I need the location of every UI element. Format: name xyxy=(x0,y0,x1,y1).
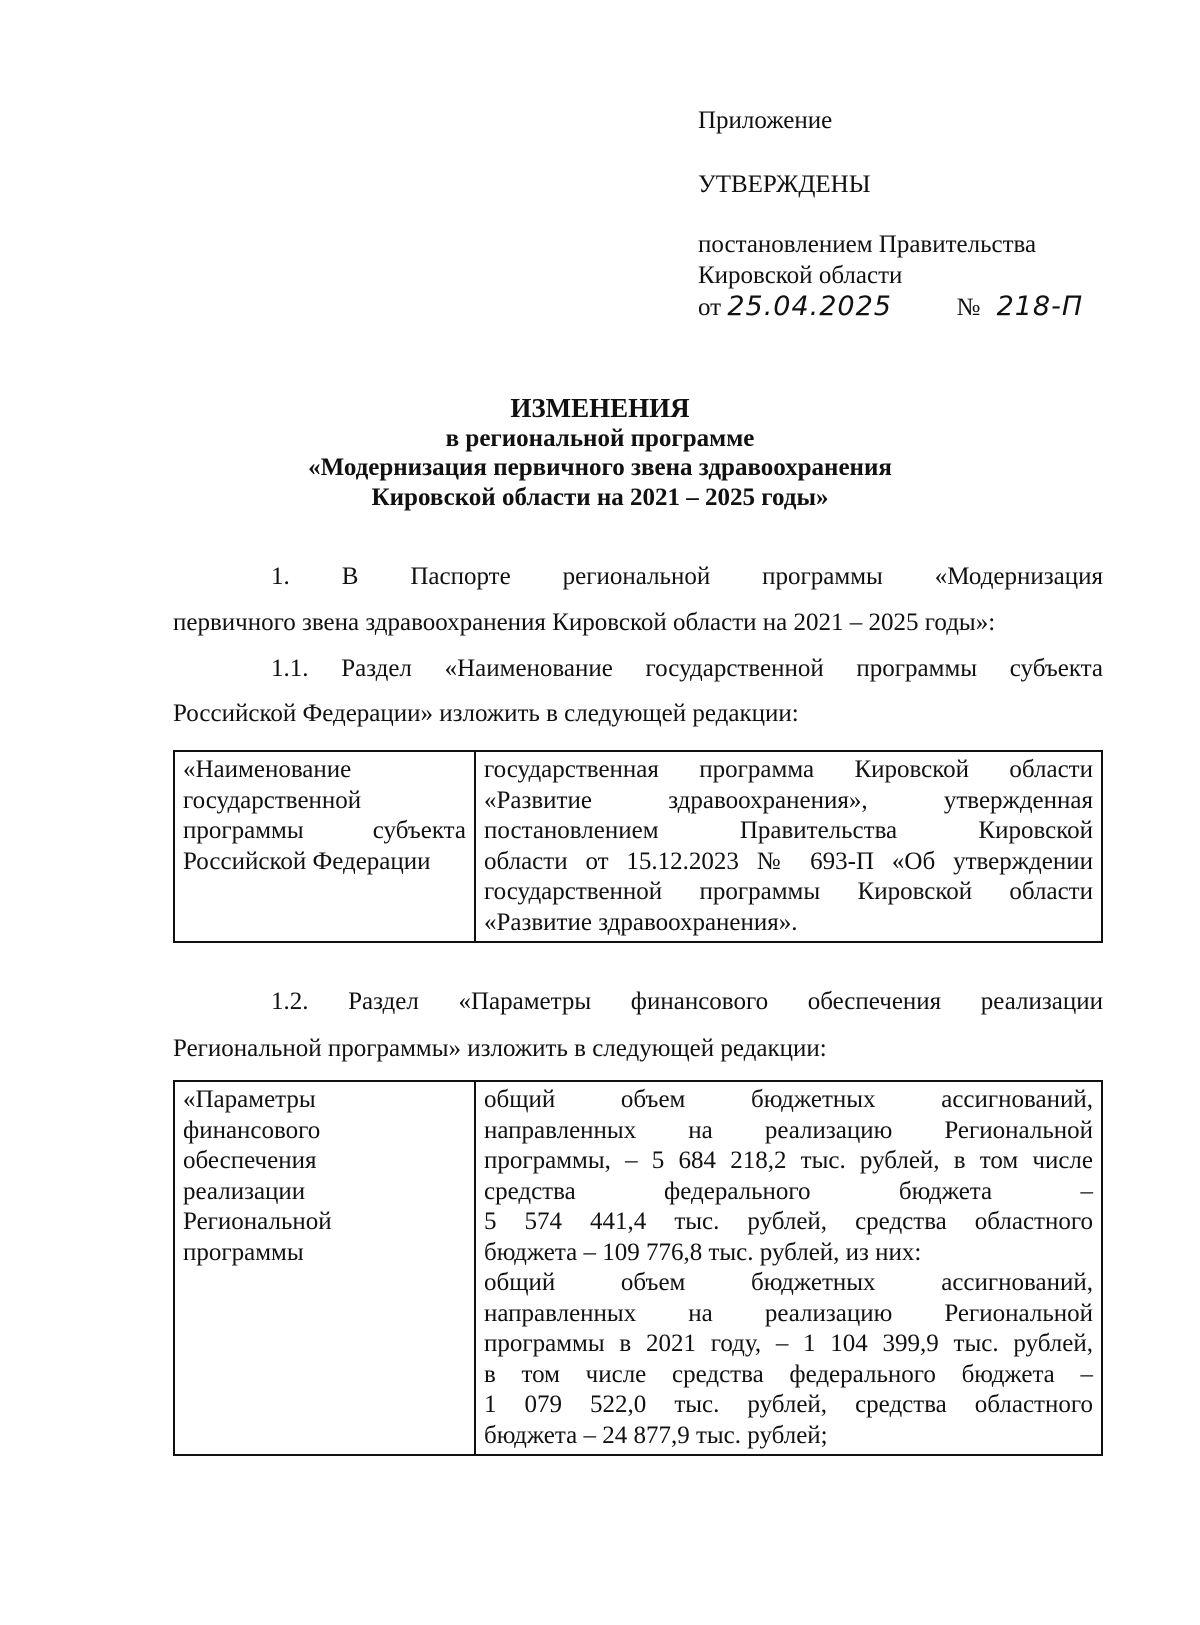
section-1-2-line-2: Региональной программы» изложить в следующей редакции: xyxy=(173,1035,827,1062)
financing-label-cell: «Параметры финансового обеспечения реализации Региональной программы xyxy=(174,1081,475,1455)
decree-reference xyxy=(698,229,1083,323)
handwritten-number: 218-П xyxy=(996,291,1084,322)
appendix-label: Приложение xyxy=(698,107,833,134)
section-1-1-line-2: Российской Федерации» изложить в следующей редакции: xyxy=(173,700,799,727)
program-name-value-cell: государственная программа Кировской области «Развитие здравоохранения», утвержденная постановлением Правительства Кировской области от 15.12.2023 № 693-П «Об утверждении государственной программы Кировской области «Развитие здравоохранения». xyxy=(475,751,1102,942)
financing-table xyxy=(173,1080,1103,1456)
title-line-2: в региональной программе xyxy=(445,424,755,452)
section-1-line-2: первичного звена здравоохранения Кировской области на 2021 – 2025 годы»: xyxy=(173,609,996,636)
title-line-4: Кировской области на 2021 – 2025 годы» xyxy=(371,483,829,511)
program-name-table xyxy=(173,750,1103,943)
handwritten-date: 25.04.2025 xyxy=(727,291,892,322)
decree-line-1: постановлением Правительства xyxy=(698,231,1037,258)
title-line-3: «Модернизация первичного звена здравоохранения xyxy=(308,454,892,481)
date-prefix: от xyxy=(698,294,722,321)
title-line-1: ИЗМЕНЕНИЯ xyxy=(510,393,690,423)
number-sign: № xyxy=(956,294,981,321)
document-title xyxy=(0,394,1200,512)
approved-label: УТВЕРЖДЕНЫ xyxy=(698,171,871,198)
financing-value-cell: общий объем бюджетных ассигнований, направленных на реализацию Региональной программы, – 5 684 218,2 тыс. рублей, в том числе средства федерального бюджета – 5 574 441,4 тыс. рублей, средства областного бюджета – 109 776,8 тыс. рублей, из них: общий объем бюджетных ассигнований, направленных на реализацию Региональной программы в 2021 году, – 1 104 399,9 тыс. рублей, в том числе средства федерального бюджета – 1 079 522,0 тыс. рублей, средства областного бюджета – 24 877,9 тыс. рублей; xyxy=(475,1081,1102,1455)
decree-date-number xyxy=(698,291,1083,323)
section-1-1-line-1: 1.1. Раздел «Наименование государственной программы субъекта xyxy=(271,655,1103,682)
section-1-2-line-1: 1.2. Раздел «Параметры финансового обеспечения реализации xyxy=(271,988,1103,1015)
decree-line-2: Кировской области xyxy=(698,262,903,289)
program-name-label-cell: «Наименование государственной программы субъекта Российской Федерации xyxy=(174,751,475,942)
section-1-line-1: 1. В Паспорте региональной программы «Модернизация xyxy=(271,563,1103,590)
